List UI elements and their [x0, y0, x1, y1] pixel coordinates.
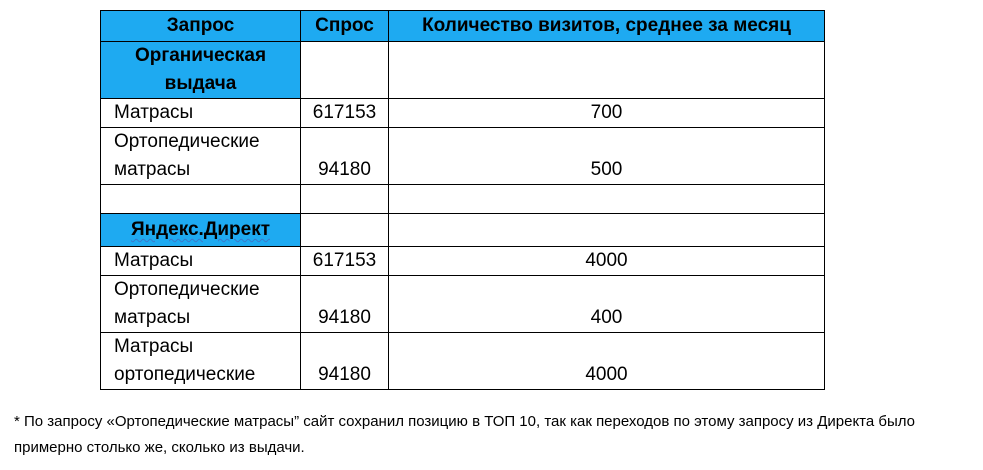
- column-header-query: Запрос: [101, 11, 301, 42]
- table-row: [101, 247, 825, 276]
- demand-cell: 94180: [301, 276, 389, 333]
- visits-cell: 700: [389, 99, 825, 128]
- demand-cell: 617153: [301, 99, 389, 128]
- empty-cell: [389, 214, 825, 247]
- visits-cell: 4000: [389, 247, 825, 276]
- footnote-text: * По запросу «Ортопедические матрасы” сайт сохранил позицию в ТОП 10, так как переходов по этому запросу из Директа было примерно столько же, сколько из выдачи.: [14, 413, 916, 456]
- empty-cell: [301, 214, 389, 247]
- visits-cell: 4000: [389, 333, 825, 390]
- empty-cell: [301, 42, 389, 99]
- empty-cell: [101, 185, 301, 214]
- table-row: [101, 333, 825, 390]
- demand-cell: 94180: [301, 128, 389, 185]
- query-cell: Ортопедические матрасы: [101, 276, 301, 333]
- visits-cell: 400: [389, 276, 825, 333]
- query-cell: Матрасы: [101, 247, 301, 276]
- table-row: [101, 276, 825, 333]
- empty-cell: [301, 185, 389, 214]
- query-cell: Матрасы: [101, 99, 301, 128]
- spacer-row: [101, 185, 825, 214]
- section-title-organic: Органическая выдача: [101, 42, 301, 99]
- query-cell: Ортопедические матрасы: [101, 128, 301, 185]
- demand-cell: 617153: [301, 247, 389, 276]
- section-header-row: [101, 214, 825, 247]
- demand-cell: 94180: [301, 333, 389, 390]
- column-header-visits: Количество визитов, среднее за месяц: [389, 11, 825, 42]
- section-title-direct-text: Яндекс.Директ: [130, 219, 271, 240]
- column-header-demand: Спрос: [301, 11, 389, 42]
- table-row: [101, 128, 825, 185]
- query-cell: Матрасы ортопедические: [101, 333, 301, 390]
- section-title-direct: [101, 214, 301, 247]
- empty-cell: [389, 185, 825, 214]
- seo-stats-table: [100, 10, 825, 390]
- table-header-row: [101, 11, 825, 42]
- table-row: [101, 99, 825, 128]
- visits-cell: 500: [389, 128, 825, 185]
- empty-cell: [389, 42, 825, 99]
- section-header-row: [101, 42, 825, 99]
